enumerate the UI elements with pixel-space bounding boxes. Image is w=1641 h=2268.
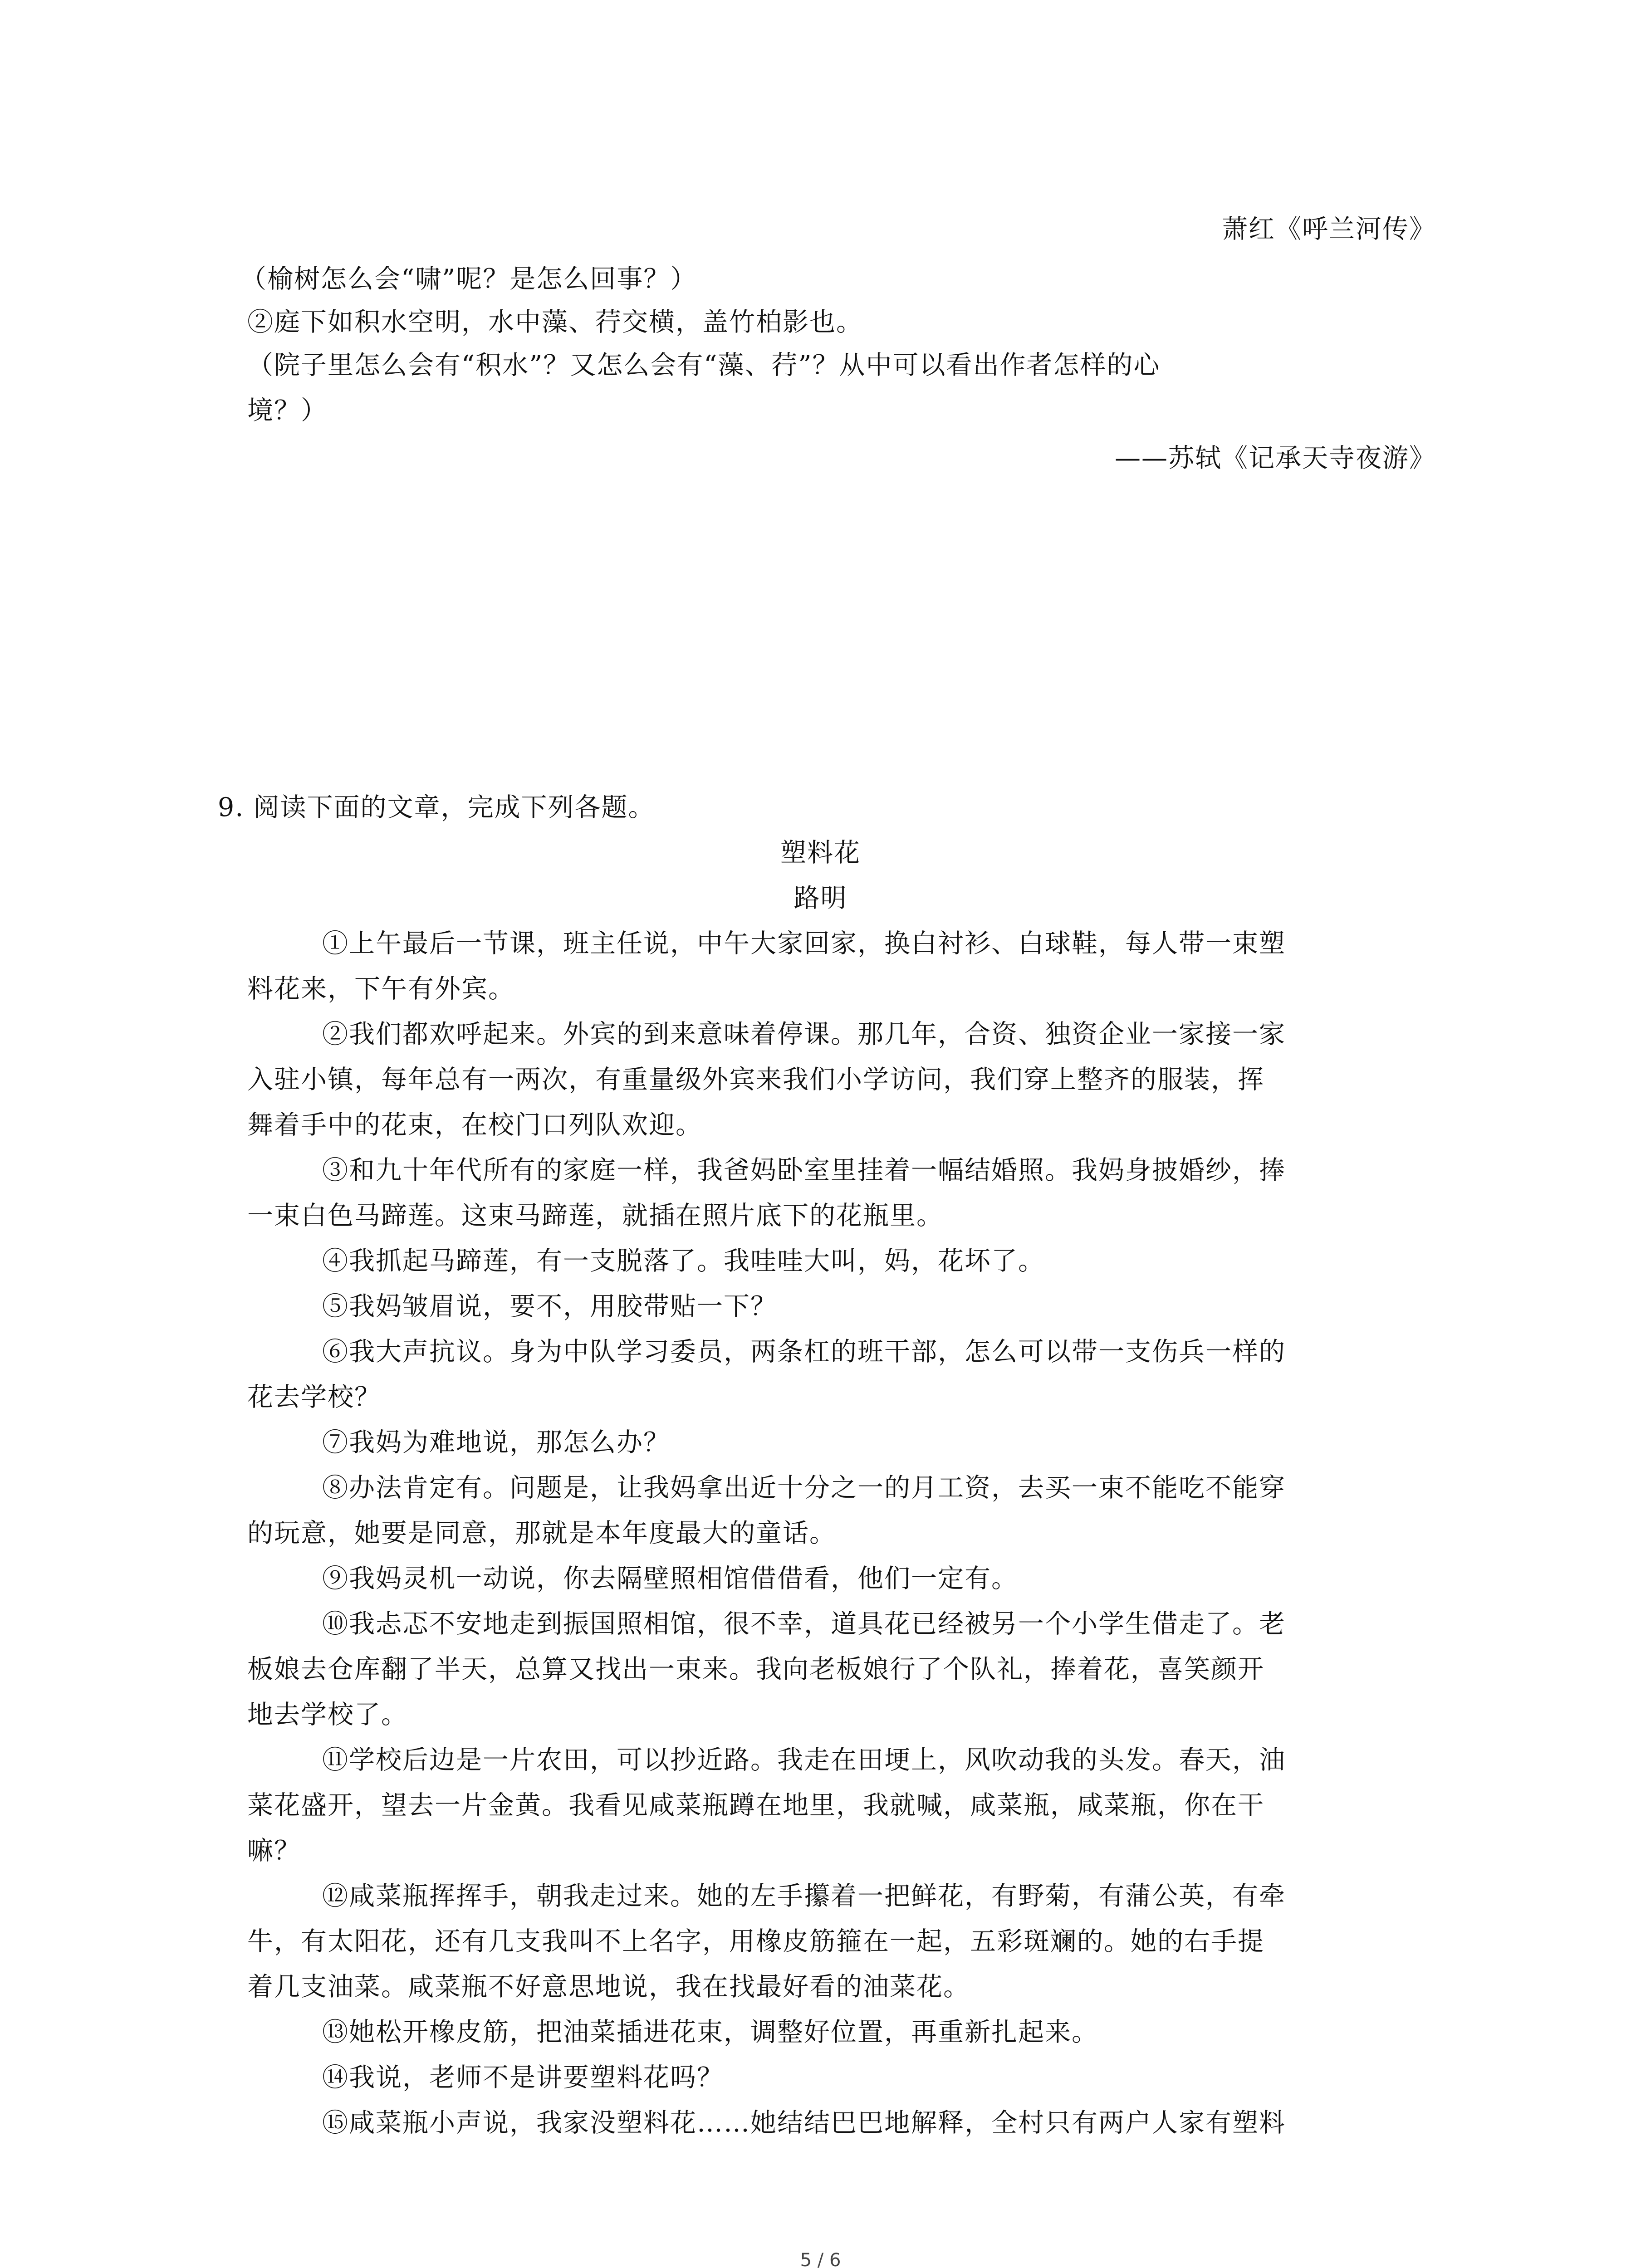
article-line: ⑫咸菜瓶挥挥手，朝我走过来。她的左手攥着一把鲜花，有野菊，有蒲公英，有牵: [322, 1881, 1286, 1911]
article-line: 地去学校了。: [247, 1700, 408, 1730]
article-line: 的玩意，她要是同意，那就是本年度最大的童话。: [247, 1518, 836, 1548]
article-line: ③和九十年代所有的家庭一样，我爸妈卧室里挂着一幅结婚照。我妈身披婚纱，捧: [322, 1155, 1286, 1185]
article-line: 牛，有太阳花，还有几支我叫不上名字，用橡皮筋箍在一起，五彩斑斓的。她的右手提: [247, 1926, 1264, 1956]
article-line: 一束白色马蹄莲。这束马蹄莲，就插在照片底下的花瓶里。: [247, 1201, 943, 1231]
article-line: 花去学校？: [247, 1382, 381, 1412]
article-line: ⑥我大声抗议。身为中队学习委员，两条杠的班干部，怎么可以带一支伤兵一样的: [322, 1337, 1286, 1367]
question-9-prompt: 9. 阅读下面的文章，完成下列各题。: [218, 792, 655, 822]
article-line: 板娘去仓库翻了半天，总算又找出一束来。我向老板娘行了个队礼，捧着花，喜笑颜开: [247, 1654, 1264, 1684]
article-title: 塑料花: [780, 838, 861, 868]
article-line: ⑮咸菜瓶小声说，我家没塑料花……她结结巴巴地解释，全村只有两户人家有塑料: [322, 2108, 1286, 2138]
article-line: ⑭我说，老师不是讲要塑料花吗？: [322, 2063, 724, 2092]
attribution-xiaohong: 萧红《呼兰河传》: [1222, 214, 1436, 244]
note-2-line-2: 境？）: [247, 396, 328, 425]
article-line: ②我们都欢呼起来。外宾的到来意味着停课。那几年，合资、独资企业一家接一家: [322, 1019, 1286, 1049]
article-line: ⑬她松开橡皮筋，把油菜插进花束，调整好位置，再重新扎起来。: [322, 2017, 1098, 2047]
attribution-sushi: ——苏轼《记承天寺夜游》: [1115, 443, 1436, 473]
page-number: 5 / 6: [800, 2250, 841, 2268]
article-line: ①上午最后一节课，班主任说，中午大家回家，换白衬衫、白球鞋，每人带一束塑: [322, 929, 1286, 958]
article-line: ⑩我忐忑不安地走到振国照相馆，很不幸，道具花已经被另一个小学生借走了。老: [322, 1609, 1286, 1639]
note-2-line-1: （院子里怎么会有“积水”？又怎么会有“藻、荇”？从中可以看出作者怎样的心: [247, 350, 1161, 380]
article-line: 菜花盛开，望去一片金黄。我看见咸菜瓶蹲在地里，我就喊，咸菜瓶，咸菜瓶，你在干: [247, 1790, 1264, 1820]
article-line: ⑪学校后边是一片农田，可以抄近路。我走在田埂上，风吹动我的头发。春天，油: [322, 1745, 1286, 1775]
article-line: ④我抓起马蹄莲，有一支脱落了。我哇哇大叫，妈，花坏了。: [322, 1246, 1045, 1276]
note-1: （榆树怎么会“啸”呢？是怎么回事？）: [240, 264, 697, 294]
article-line: ⑨我妈灵机一动说，你去隔壁照相馆借借看，他们一定有。: [322, 1564, 1018, 1593]
article-author: 路明: [794, 883, 847, 913]
article-line: ⑦我妈为难地说，那怎么办？: [322, 1427, 670, 1457]
article-line: 着几支油菜。咸菜瓶不好意思地说，我在找最好看的油菜花。: [247, 1972, 970, 2002]
article-line: ⑤我妈皱眉说，要不，用胶带贴一下？: [322, 1291, 777, 1321]
quote-2: ②庭下如积水空明，水中藻、荇交横，盖竹柏影也。: [247, 307, 863, 337]
article-line: ⑧办法肯定有。问题是，让我妈拿出近十分之一的月工资，去买一束不能吃不能穿: [322, 1473, 1286, 1503]
article-line: 入驻小镇，每年总有一两次，有重量级外宾来我们小学访问，我们穿上整齐的服装，挥: [247, 1065, 1264, 1095]
article-line: 舞着手中的花束，在校门口列队欢迎。: [247, 1110, 702, 1140]
article-line: 料花来，下午有外宾。: [247, 974, 515, 1004]
article-line: 嘛？: [247, 1836, 301, 1866]
